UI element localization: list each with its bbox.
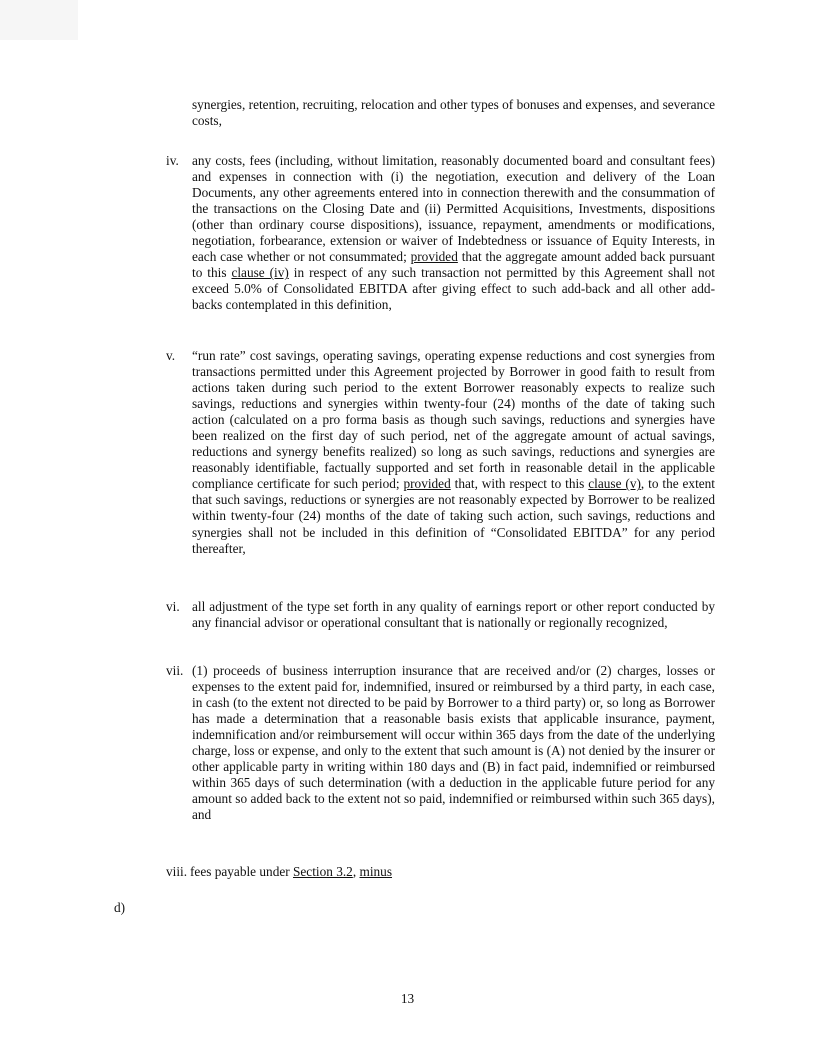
clause-reference: clause (v) (588, 476, 641, 492)
scan-corner-mark (0, 0, 78, 40)
list-numeral: v. (166, 348, 176, 363)
list-item-text: all adjustment of the type set forth in any quality of earnings report or other report conducted by any financial advisor or operational consultant that is nationally or regionally recognized, (192, 599, 715, 631)
text-segment: , to the extent that such savings, reductions or synergies are not reasonably expected by Borrower to be realized within twenty-four (24) months of the date of taking such action, such savings, reductions and synergies shall not be included in this definition of “Consolidated EBITDA” for any period thereafter, (192, 476, 716, 556)
list-numeral: vii. (166, 663, 184, 678)
subsection-label-d: d) (114, 900, 126, 915)
list-item-vi (166, 599, 715, 631)
list-numeral: viii. (166, 864, 188, 879)
list-item-text (192, 348, 715, 557)
continuation-paragraph: synergies, retention, recruiting, relocation and other types of bonuses and expenses, and severance costs, (192, 97, 715, 129)
text-segment: that the aggregate amount added back pursuant to this (192, 249, 715, 281)
text-segment: that, with respect to this (450, 476, 589, 492)
provided-term: provided (410, 249, 458, 265)
list-numeral: vi. (166, 599, 180, 614)
list-numeral: iv. (166, 153, 179, 168)
text-segment: any costs, fees (including, without limitation, reasonably documented board and consultant fees) and expenses in connection with (i) the negotiation, execution and delivery of the Loan Documents, any other agreements entered into in connection therewith and the consummation of the transactions on the Closing Date and (ii) Permitted Acquisitions, Investments, dispositions (other than ordinary course dispositions), issuance, repayment, amendments or modifications, negotiation, forbearance, extension or waiver of Indebtedness or issuance of Equity Interests, in each case whether or not consummated; (192, 153, 715, 265)
section-reference[interactable]: Section 3.2 (293, 864, 353, 879)
provided-term: provided (403, 476, 451, 492)
text-segment: , (352, 864, 360, 879)
clause-reference: clause (iv) (231, 265, 289, 281)
list-item-vii (166, 663, 715, 823)
page-number: 13 (400, 991, 415, 1006)
list-item-iv (166, 153, 715, 313)
list-item-text (192, 153, 715, 313)
text-segment: fees payable under (190, 864, 293, 879)
text-segment: “run rate” cost savings, operating savings, operating expense reductions and cost synergies from transactions permitted under this Agreement projected by Borrower in good faith to result from actions taken during such period to the extent Borrower reasonably expects to realize such savings, reductions and synergies within twenty-four (24) months of the date of taking such action (calculated on a pro forma basis as though such savings, reductions and synergies have been realized on the first day of such period, net of the aggregate amount of actual savings, reductions and synergy benefits realized) so long as such savings, reductions and synergies are reasonably identifiable, factually supported and set forth in reasonable detail in the applicable compliance certificate for such period; (192, 348, 715, 492)
list-item-text: (1) proceeds of business interruption insurance that are received and/or (2) charges, losses or expenses to the extent paid for, indemnified, insured or reimbursed by a third party, in each case, in cash (to the extent not directed to be paid by Borrower to a third party) or, so long as Borrower has made a determination that a reasonable basis exists that applicable insurance, payment, indemnification and/or reimbursement will occur within 365 days from the date of the underlying charge, loss or expense, and only to the extent that such amount is (A) not denied by the insurer or other applicable party in writing within 180 days and (B) in fact paid, indemnified or reimbursed within 365 days of such determination (with a deduction in the applicable future period for any amount so added back to the extent not so paid, indemnified or reimbursed within such 365 days), and (192, 663, 716, 823)
list-item-viii (166, 864, 715, 880)
list-item-v (166, 348, 715, 557)
text-segment: in respect of any such transaction not permitted by this Agreement shall not exceed 5.0% of Consolidated EBITDA after giving effect to such add-back and all other add-backs contemplated in this definition, (192, 265, 716, 313)
minus-term: minus (359, 864, 393, 879)
list-item-text (190, 864, 715, 880)
